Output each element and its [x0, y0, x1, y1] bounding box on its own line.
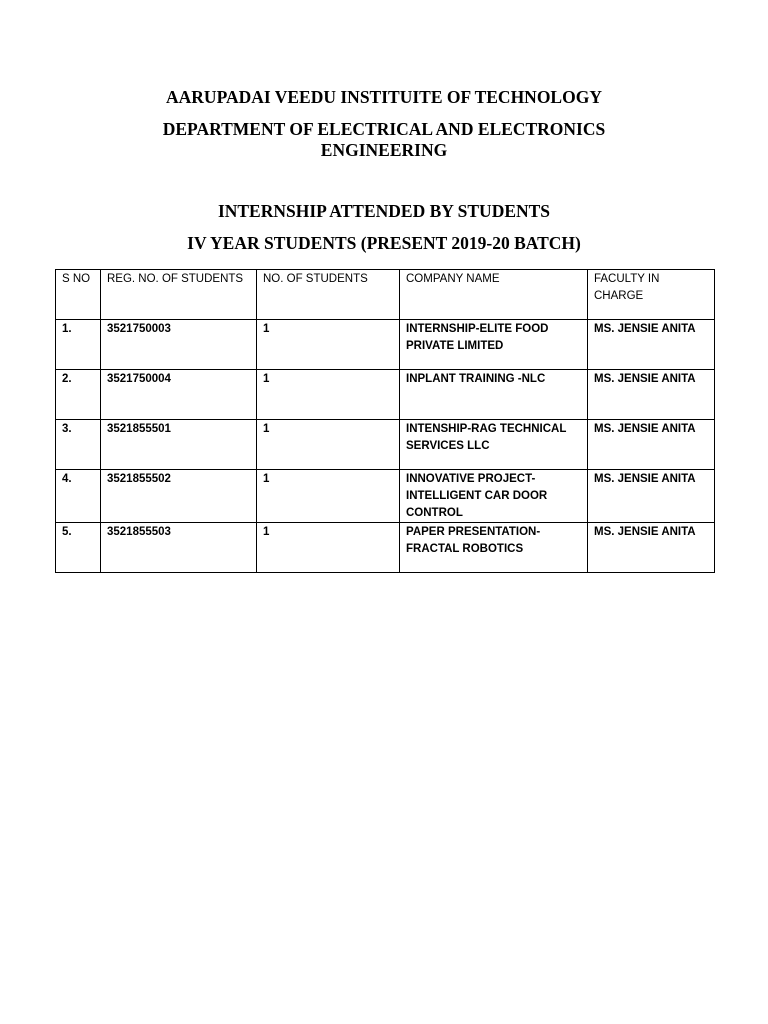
batch-title: IV YEAR STUDENTS (PRESENT 2019-20 BATCH)	[187, 233, 581, 253]
cell-count: 1	[257, 470, 400, 523]
cell-sno: 1.	[56, 320, 101, 370]
column-header-sno: S NO	[56, 270, 101, 320]
table-row	[56, 523, 715, 573]
column-header-count: NO. OF STUDENTS	[257, 270, 400, 320]
cell-company: INTENSHIP-RAG TECHNICAL SERVICES LLC	[400, 420, 588, 470]
cell-sno: 3.	[56, 420, 101, 470]
cell-reg-no: 3521750003	[101, 320, 257, 370]
cell-faculty: MS. JENSIE ANITA	[588, 420, 715, 470]
document-subtitle: INTERNSHIP ATTENDED BY STUDENTS	[217, 201, 551, 221]
cell-faculty: MS. JENSIE ANITA	[588, 370, 715, 420]
cell-count: 1	[257, 320, 400, 370]
cell-reg-no: 3521855503	[101, 523, 257, 573]
cell-faculty: MS. JENSIE ANITA	[588, 470, 715, 523]
cell-count: 1	[257, 370, 400, 420]
column-header-faculty: FACULTY IN CHARGE	[588, 270, 715, 320]
column-header-company: COMPANY NAME	[400, 270, 588, 320]
column-header-reg-no: REG. NO. OF STUDENTS	[101, 270, 257, 320]
cell-sno: 2.	[56, 370, 101, 420]
table-row	[56, 370, 715, 420]
cell-reg-no: 3521750004	[101, 370, 257, 420]
internship-table	[55, 269, 715, 573]
table-header-row	[56, 270, 715, 320]
table-row	[56, 470, 715, 523]
cell-company: INNOVATIVE PROJECT-INTELLIGENT CAR DOOR CONTROL	[400, 470, 588, 523]
department-title-line1: DEPARTMENT OF ELECTRICAL AND ELECTRONICS	[162, 119, 606, 139]
cell-faculty: MS. JENSIE ANITA	[588, 523, 715, 573]
department-title-line2: ENGINEERING	[320, 140, 448, 160]
cell-company: INPLANT TRAINING -NLC	[400, 370, 588, 420]
institute-title: AARUPADAI VEEDU INSTITUITE OF TECHNOLOGY	[166, 87, 602, 107]
table-row	[56, 420, 715, 470]
cell-sno: 4.	[56, 470, 101, 523]
cell-count: 1	[257, 420, 400, 470]
cell-company: INTERNSHIP-ELITE FOOD PRIVATE LIMITED	[400, 320, 588, 370]
cell-reg-no: 3521855502	[101, 470, 257, 523]
cell-count: 1	[257, 523, 400, 573]
cell-faculty: MS. JENSIE ANITA	[588, 320, 715, 370]
cell-reg-no: 3521855501	[101, 420, 257, 470]
table-row	[56, 320, 715, 370]
cell-company: PAPER PRESENTATION-FRACTAL ROBOTICS	[400, 523, 588, 573]
cell-sno: 5.	[56, 523, 101, 573]
